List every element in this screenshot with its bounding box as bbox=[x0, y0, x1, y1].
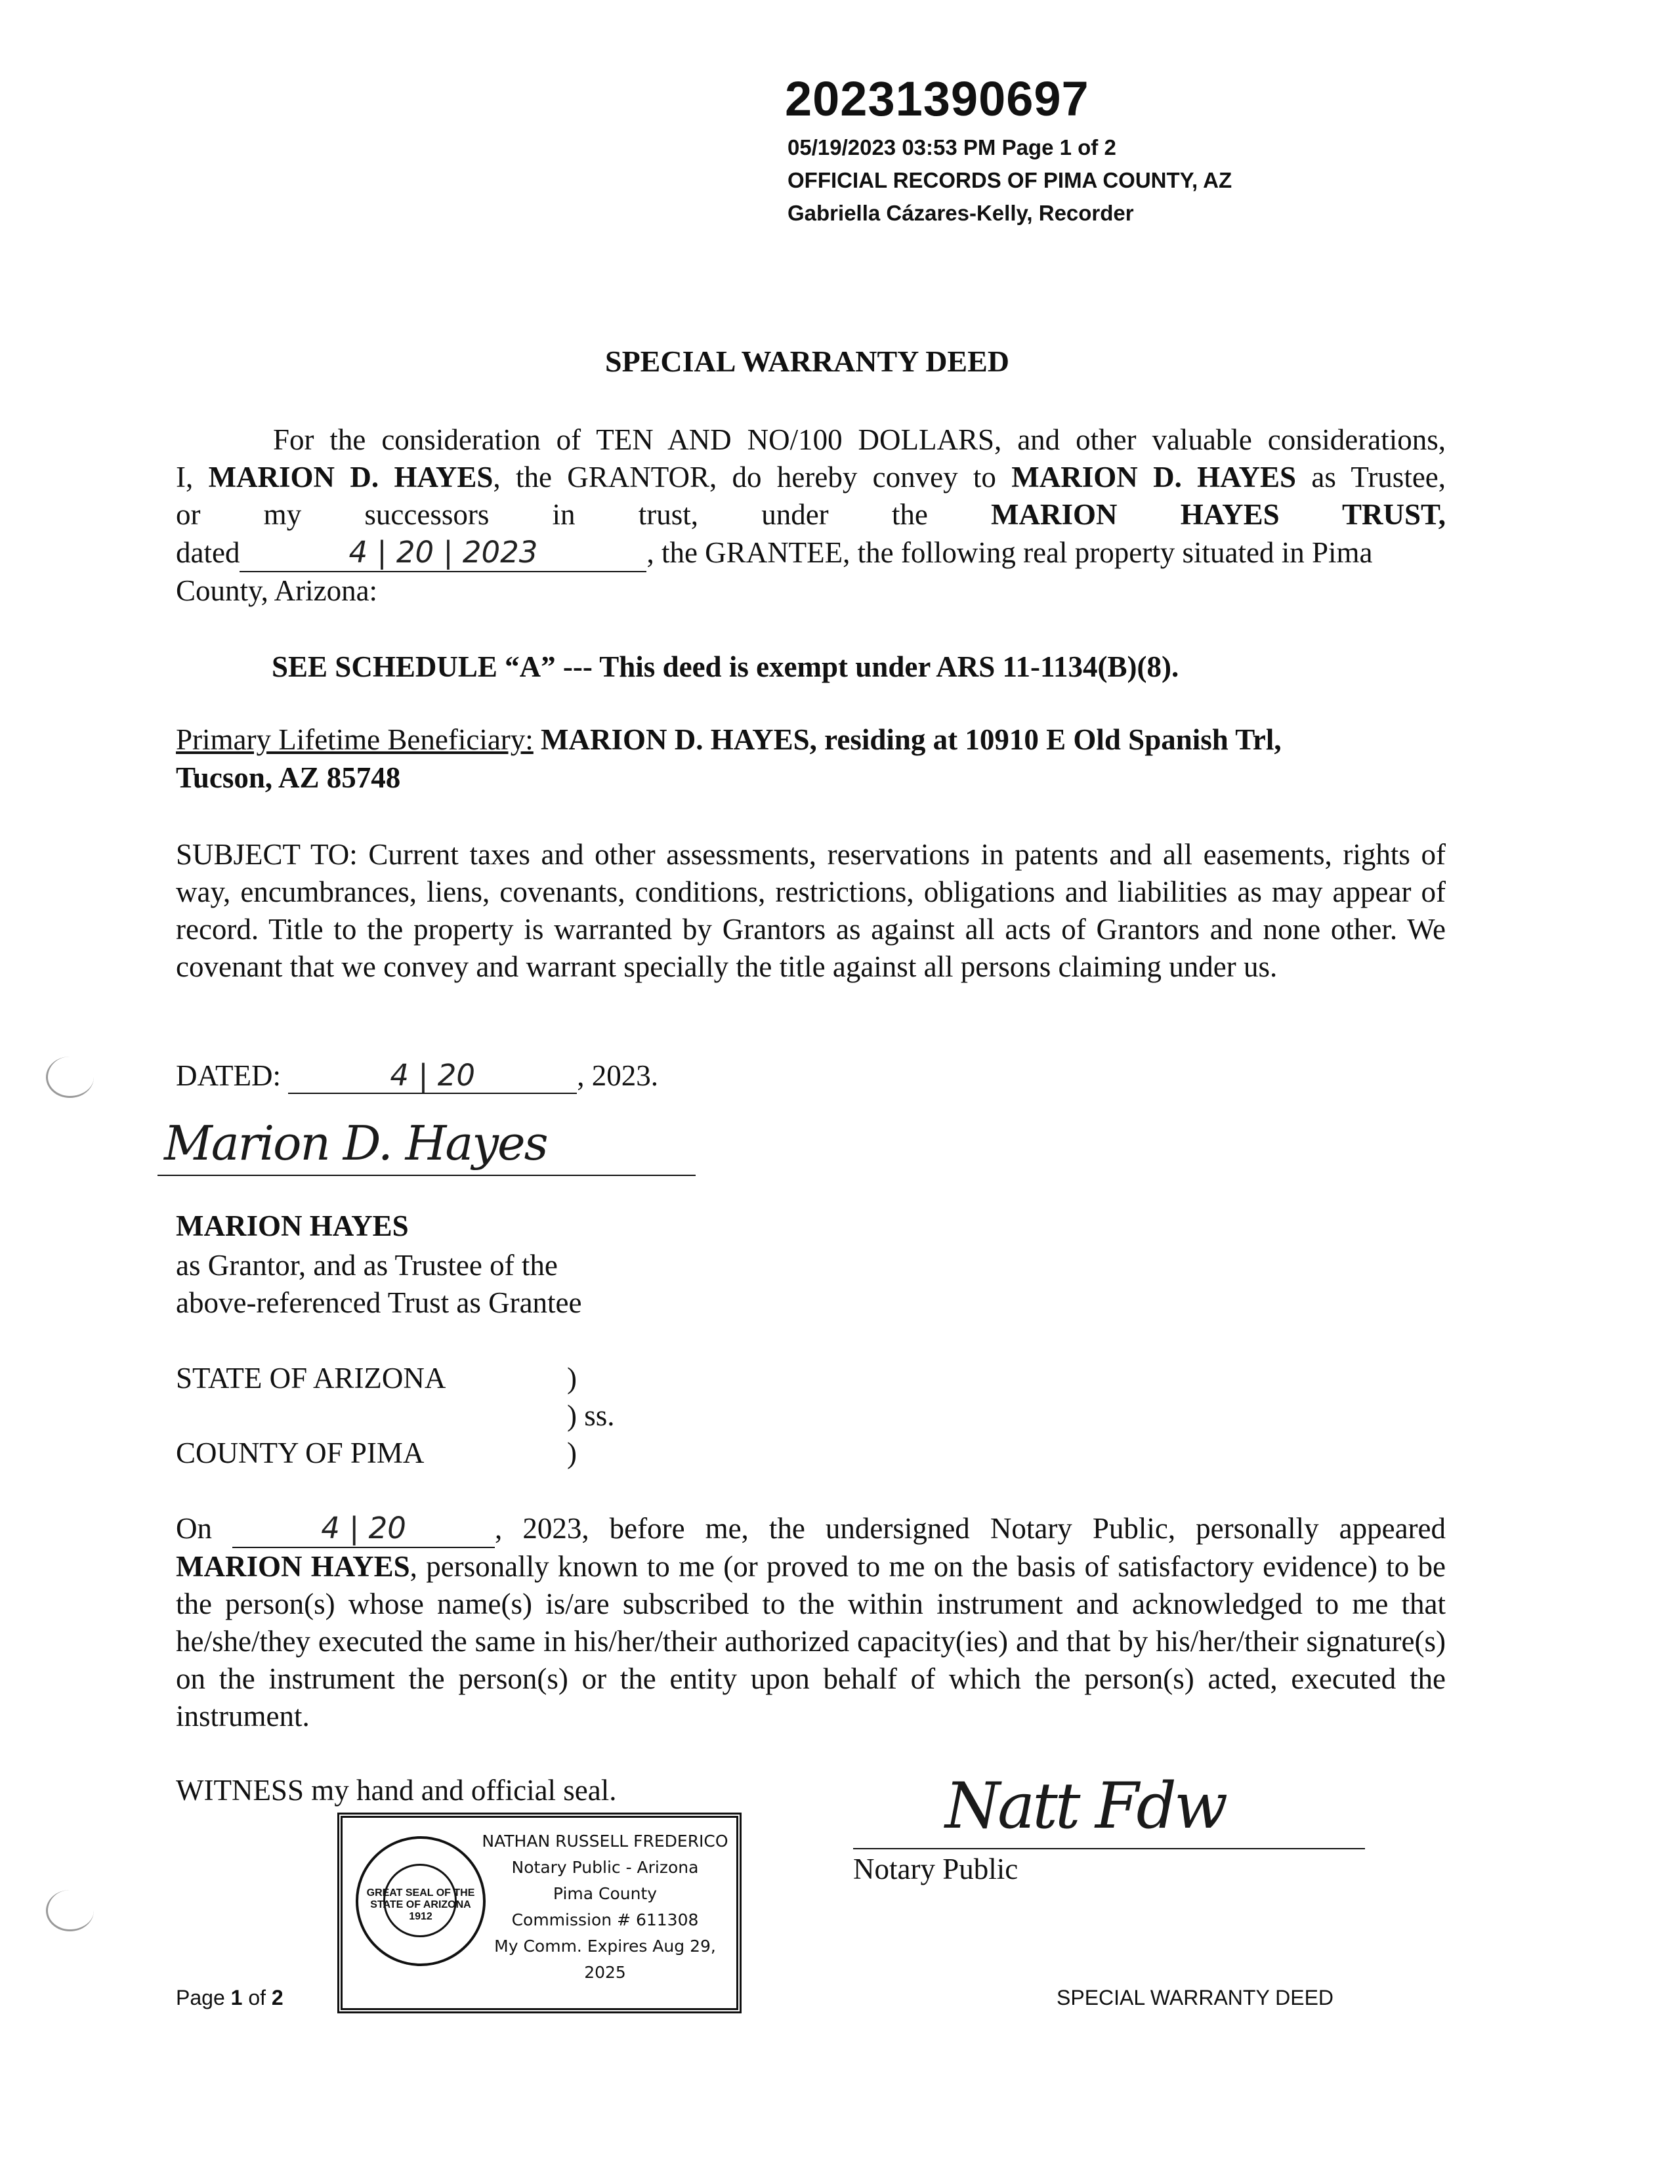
seal-notary-title: Notary Public - Arizona bbox=[511, 1858, 699, 1877]
grantor-role-line: as Grantor, and as Trustee of the bbox=[176, 1249, 558, 1282]
dated-line bbox=[176, 1058, 658, 1094]
state-seal-text: GREAT SEAL OF THE STATE OF ARIZONA 1912 bbox=[366, 1887, 475, 1922]
dated-label: DATED: bbox=[176, 1059, 281, 1092]
grantor-signature: Marion D. Hayes bbox=[164, 1116, 547, 1171]
punch-hole-mark bbox=[46, 1890, 94, 1931]
conveyance-line-3 bbox=[176, 496, 1446, 534]
document-title: SPECIAL WARRANTY DEED bbox=[604, 345, 1009, 378]
seal-commission: Commission # 611308 bbox=[511, 1910, 699, 1929]
seal-notary-name: NATHAN RUSSELL FREDERICO bbox=[482, 1832, 728, 1851]
venue-paren: ) bbox=[567, 1362, 577, 1395]
seal-county: Pima County bbox=[553, 1884, 658, 1903]
notary-signature-line bbox=[853, 1769, 1365, 1849]
notary-seal-stamp bbox=[337, 1813, 742, 2013]
seal-text bbox=[474, 1828, 736, 1982]
venue-county: COUNTY OF PIMA bbox=[176, 1437, 425, 1469]
seal-expiration: My Comm. Expires Aug 29, 2025 bbox=[494, 1937, 716, 1982]
trust-name: MARION HAYES TRUST, bbox=[991, 498, 1446, 531]
ack-text: , 2023, before me, the undersigned Notary Public, personally appeared bbox=[495, 1512, 1446, 1545]
punch-hole-mark bbox=[46, 1057, 94, 1098]
venue-state: STATE OF ARIZONA bbox=[176, 1362, 446, 1395]
grantor-block-role bbox=[176, 1247, 582, 1322]
conveyance-line-2 bbox=[176, 459, 1446, 496]
text: , the GRANTOR, do hereby convey to bbox=[493, 461, 1012, 494]
ack-on: On bbox=[176, 1512, 212, 1545]
beneficiary-address: Tucson, AZ 85748 bbox=[176, 761, 401, 794]
ack-text: , personally known to me (or proved to me on the basis of satisfactory evidence) to be the person(s) whose name(s) is/are subscribed to the within instrument and acknowledged to me that he/she/they executed the same in his/her/their authorized capacity(ies) and that by his/her/their signature(s) on the instrument the person(s) or the entity upon behalf of which the person(s) acted, executed the instrument. bbox=[176, 1550, 1446, 1732]
conveyance-paragraph bbox=[176, 421, 1446, 610]
witness-line: WITNESS my hand and official seal. bbox=[176, 1774, 617, 1807]
grantor-role-line: above-referenced Trust as Grantee bbox=[176, 1286, 582, 1319]
grantor-block-name: MARION HAYES bbox=[176, 1209, 409, 1242]
text: dated bbox=[176, 536, 240, 569]
grantor-name: MARION D. HAYES bbox=[208, 461, 494, 494]
venue-ss: ) ss. bbox=[567, 1399, 615, 1432]
page-footer-title: SPECIAL WARRANTY DEED bbox=[1057, 1986, 1334, 2009]
venue-block bbox=[176, 1360, 615, 1472]
conveyance-line-1: For the consideration of TEN AND NO/100 DOLLARS, and other valuable considerations, bbox=[273, 423, 1446, 456]
venue-paren: ) bbox=[567, 1437, 577, 1469]
text: I, bbox=[176, 461, 209, 494]
beneficiary-label: Primary Lifetime Beneficiary: bbox=[176, 723, 534, 756]
beneficiary-paragraph bbox=[176, 721, 1446, 797]
subject-to-paragraph: SUBJECT TO: Current taxes and other assessments, reservations in patents and all easements, rights of way, encumbrances, liens, covenants, conditions, restrictions, obligations and liabilities as may appear of record. Title to the property is warranted by Grantors as against all acts of Grantors and none other. We covenant that we convey and warrant specially the title against all persons claiming under us. bbox=[176, 838, 1446, 983]
footer-page: 1 bbox=[230, 1986, 243, 2009]
state-seal-emblem bbox=[356, 1836, 486, 1966]
handwritten-dated: 4 | 20 bbox=[288, 1058, 577, 1094]
notary-public-label: Notary Public bbox=[853, 1853, 1018, 1885]
text: , the GRANTEE, the following real property situated in Pima bbox=[646, 536, 1373, 569]
schedule-reference: SEE SCHEDULE “A” --- This deed is exempt under ARS 11-1134(B)(8). bbox=[272, 650, 1179, 683]
recording-recorder: Gabriella Cázares-Kelly, Recorder bbox=[788, 201, 1134, 225]
footer-text: Page bbox=[176, 1986, 231, 2009]
footer-total: 2 bbox=[271, 1986, 284, 2009]
handwritten-trust-date: 4 | 20 | 2023 bbox=[240, 534, 646, 572]
recording-office: OFFICIAL RECORDS OF PIMA COUNTY, AZ bbox=[788, 168, 1232, 192]
page-footer-number bbox=[176, 1986, 284, 2010]
grantor-signature-line bbox=[158, 1116, 696, 1176]
beneficiary-text: MARION D. HAYES, residing at 10910 E Old Spanish Trl, bbox=[533, 723, 1282, 756]
conveyance-line-5: County, Arizona: bbox=[176, 574, 378, 607]
recording-datetime: 05/19/2023 03:53 PM Page 1 of 2 bbox=[788, 135, 1116, 159]
notary-signature: Natt Fdw bbox=[945, 1769, 1226, 1843]
footer-text: of bbox=[242, 1986, 272, 2009]
recording-number: 20231390697 bbox=[785, 72, 1089, 126]
dated-year: , 2023. bbox=[577, 1059, 658, 1092]
text: or my successors in trust, under the bbox=[176, 498, 992, 531]
handwritten-ack-date: 4 | 20 bbox=[232, 1509, 495, 1548]
text: as Trustee, bbox=[1296, 461, 1446, 494]
trustee-name: MARION D. HAYES bbox=[1011, 461, 1297, 494]
ack-name: MARION HAYES bbox=[176, 1550, 410, 1583]
conveyance-line-4 bbox=[176, 534, 1446, 572]
acknowledgment-paragraph bbox=[176, 1509, 1446, 1735]
